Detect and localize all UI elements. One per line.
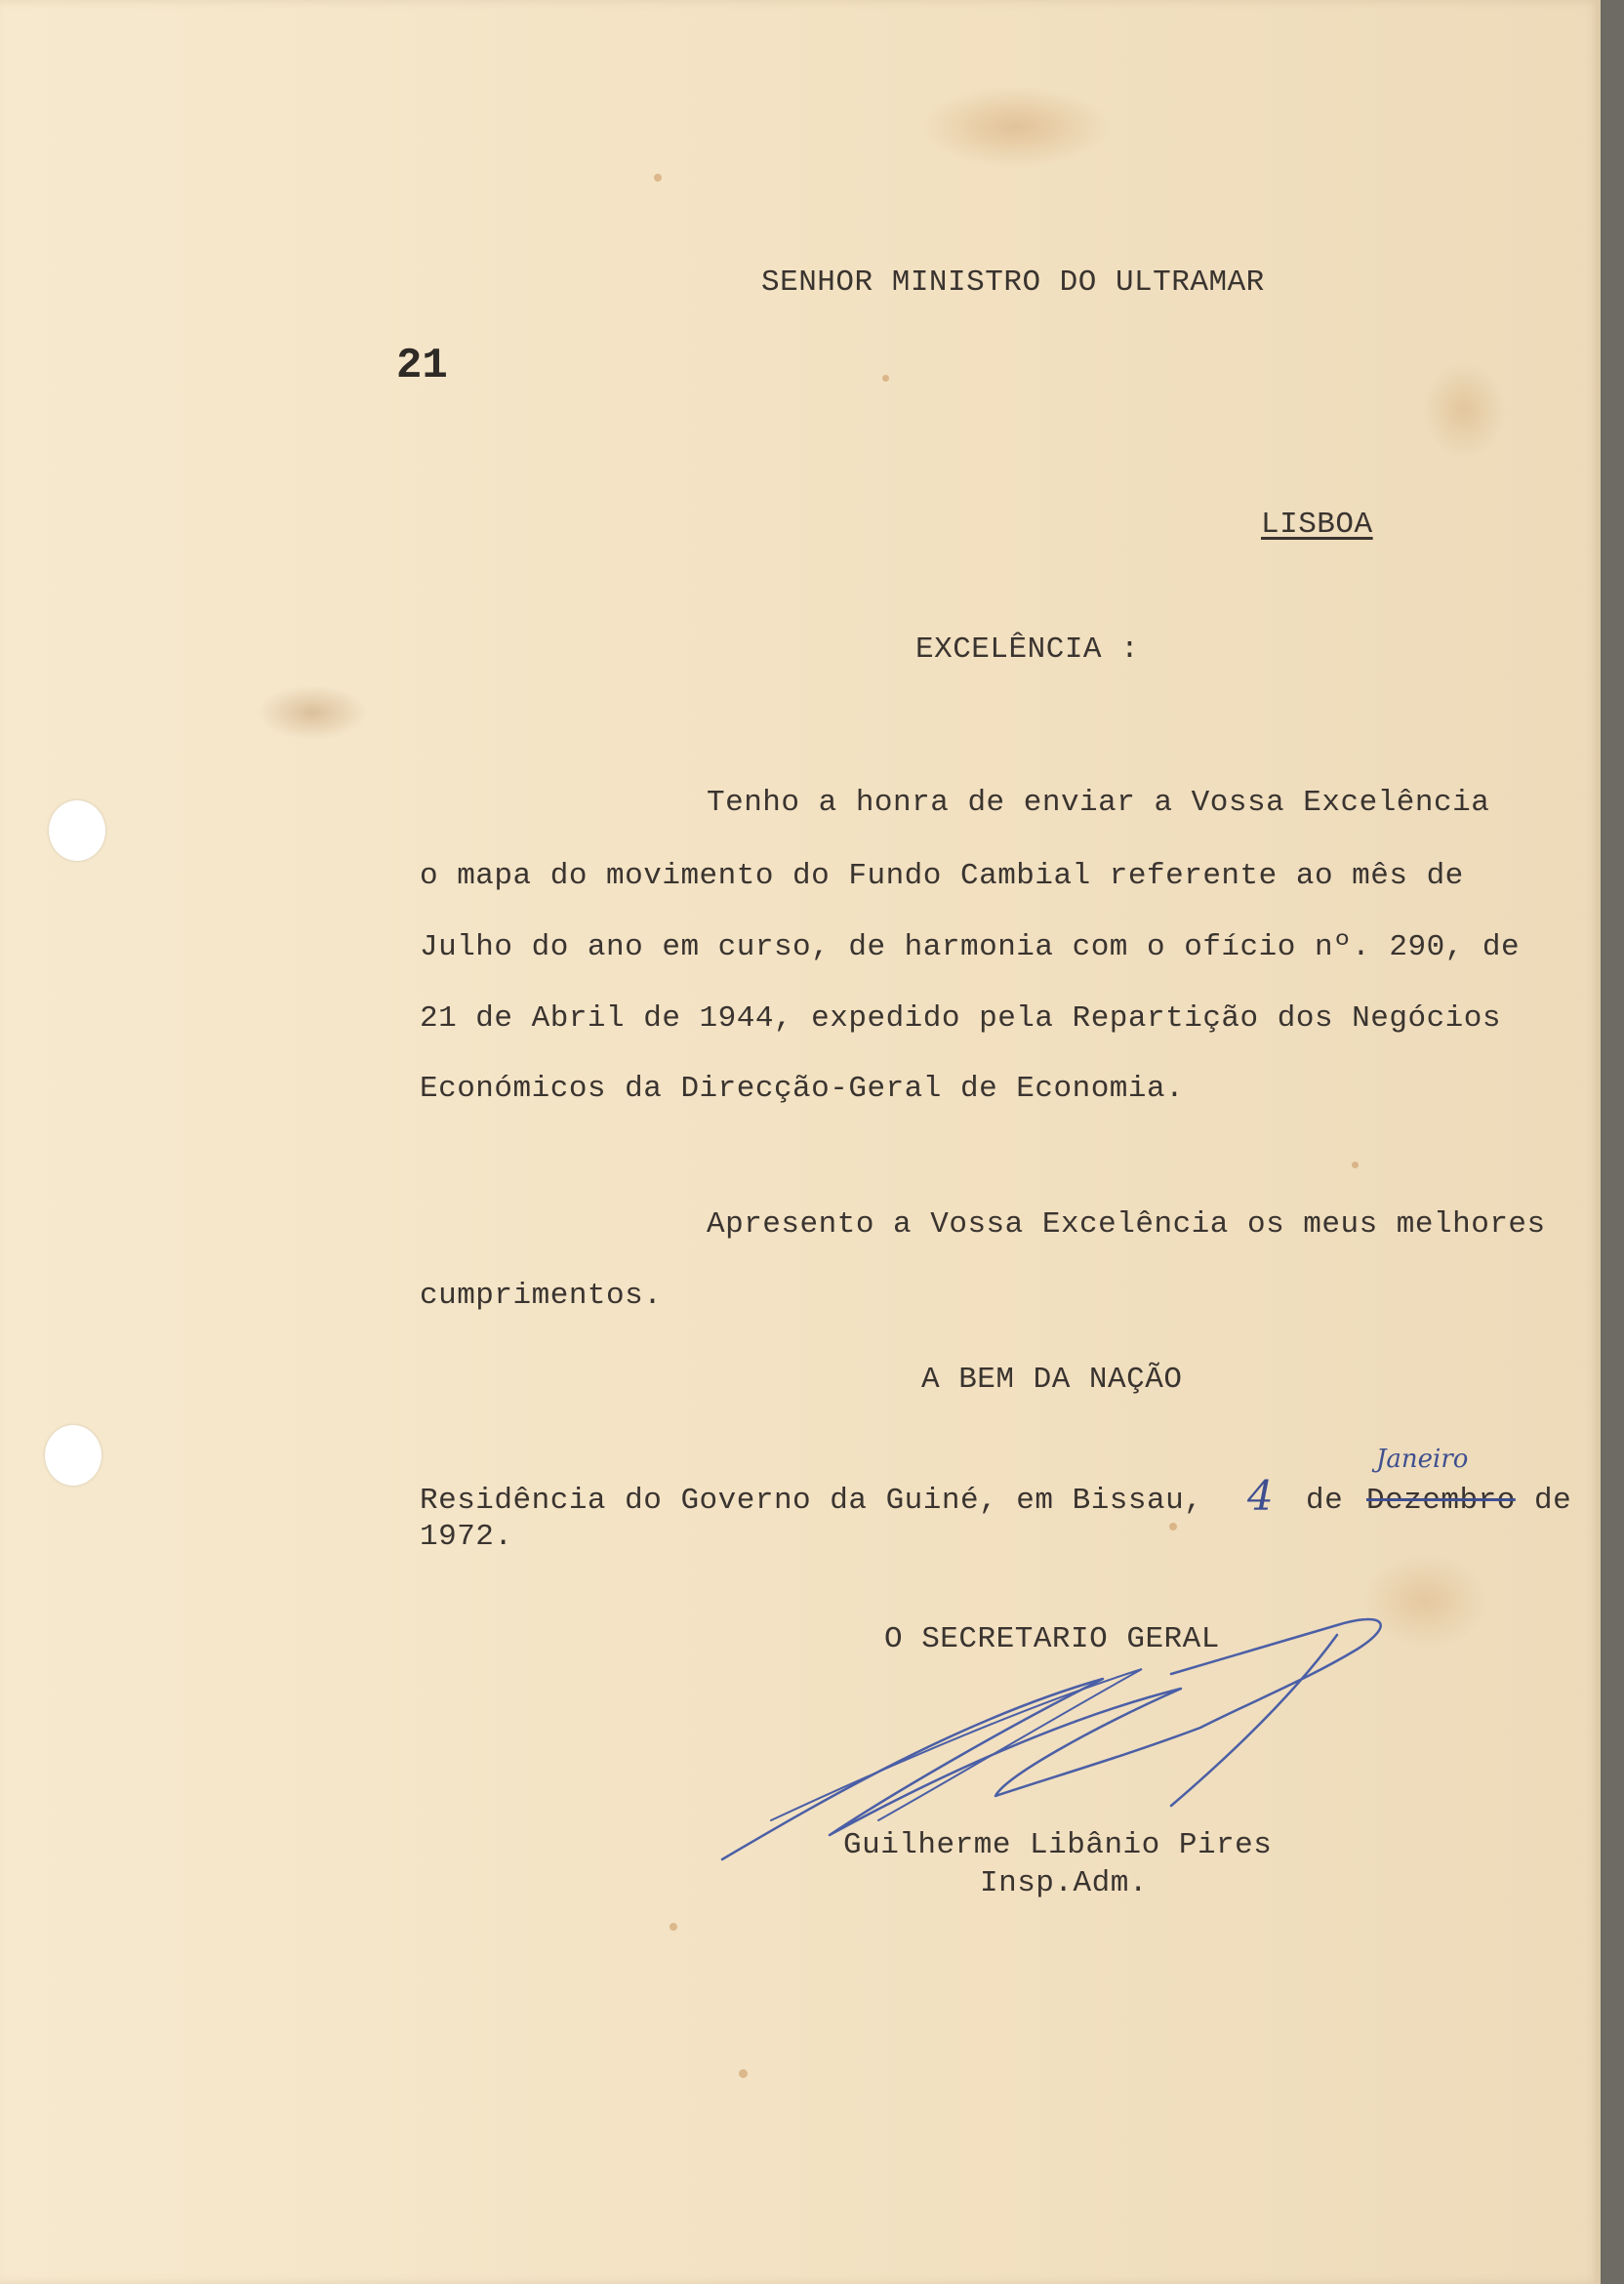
page-number: 21: [396, 342, 448, 390]
handwritten-month: Janeiro: [1376, 1445, 1469, 1474]
stain-spot: [882, 375, 889, 382]
body-line: Apresento a Vossa Excelência os meus melhores: [707, 1207, 1546, 1242]
signatory-title: O SECRETARIO GERAL: [884, 1622, 1220, 1656]
body-line: o mapa do movimento do Fundo Cambial referente ao mês de: [420, 859, 1464, 893]
date-connector: de: [1534, 1484, 1572, 1518]
handwritten-day: 4: [1247, 1472, 1274, 1520]
stain-spot: [1352, 1162, 1359, 1168]
punch-hole-top: [49, 800, 105, 861]
punch-hole-bottom: [45, 1425, 102, 1486]
closing-motto: A BEM DA NAÇÃO: [921, 1363, 1183, 1397]
signatory-position: Insp.Adm.: [980, 1866, 1148, 1900]
body-line: Económicos da Direcção-Geral de Economia.: [420, 1072, 1185, 1106]
year: 1972.: [420, 1520, 513, 1554]
stain-spot: [670, 1923, 677, 1931]
signatory-name: Guilherme Libânio Pires: [843, 1828, 1273, 1862]
stain-spot: [654, 174, 662, 182]
date-connector: de: [1306, 1484, 1344, 1518]
stain-spot: [739, 2069, 748, 2078]
struck-month: Dezembro: [1366, 1484, 1516, 1518]
city: LISBOA: [1261, 508, 1373, 542]
place-prefix: Residência do Governo da Guiné, em Bissau,: [420, 1484, 1203, 1518]
addressee: SENHOR MINISTRO DO ULTRAMAR: [761, 265, 1265, 300]
stain-spot: [1169, 1523, 1177, 1530]
body-line: Tenho a honra de enviar a Vossa Excelência: [707, 786, 1490, 820]
salutation: EXCELÊNCIA :: [915, 632, 1140, 667]
body-line: cumprimentos.: [420, 1279, 663, 1313]
body-line: Julho do ano em curso, de harmonia com o ofício nº. 290, de: [420, 930, 1521, 964]
body-line: 21 de Abril de 1944, expedido pela Repartição dos Negócios: [420, 1001, 1501, 1036]
